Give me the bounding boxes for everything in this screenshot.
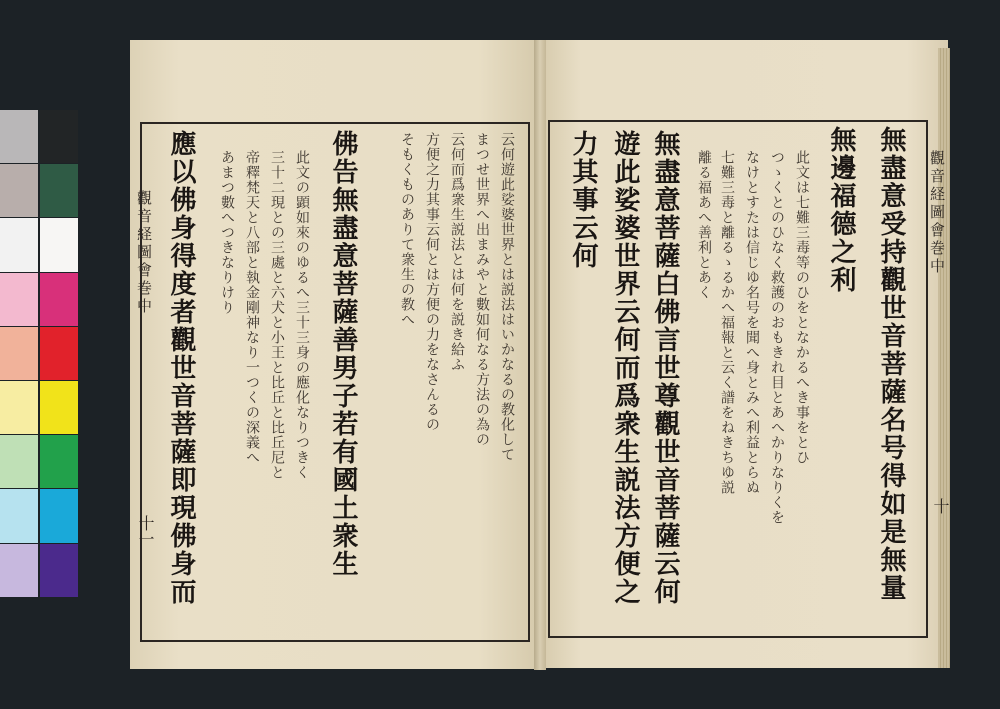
left-commentary-col-7: 三十二現との三處と六犬と小王と比丘と比丘尼と <box>269 150 285 480</box>
left-commentary-col-2: まつせ世界へ出まみやと數如何なる方法の為の <box>474 132 490 447</box>
color-patch <box>40 110 78 163</box>
color-calibration-strip <box>0 110 78 598</box>
color-patch <box>40 218 78 271</box>
color-patch <box>0 110 38 163</box>
right-main-col-2: 無邊福德之利 <box>826 126 856 294</box>
left-commentary-col-1: 云何遊此娑婆世界とは説法はいかなるの教化して <box>499 132 515 462</box>
color-patch <box>0 218 38 271</box>
color-patch <box>40 273 78 326</box>
color-patch <box>0 435 38 488</box>
right-commentary-col-3: なけとすたは信じゆ名号を聞へ身とみへ利益とらぬ <box>744 150 760 495</box>
right-text-frame <box>548 120 928 638</box>
right-commentary-col-1: 此文は七難三毒等のひをとなかるへき事をとひ <box>794 150 810 465</box>
color-patch <box>40 381 78 434</box>
right-commentary-col-2: つゝくとのひなく救護のおもきれ目とあへかりなりくを <box>769 150 785 525</box>
left-page-number: 十一 <box>136 515 155 547</box>
color-patch <box>0 327 38 380</box>
color-patch <box>40 164 78 217</box>
left-commentary-col-4: 方便之力其事云何とは方便の力をなさんるの <box>424 132 440 432</box>
left-commentary-col-9: あまつ數へつきなりけり <box>219 150 235 315</box>
color-patch <box>40 544 78 597</box>
right-main-col-1: 無盡意受持觀世音菩薩名号得如是無量 <box>876 126 906 602</box>
right-commentary-col-4: 七難三毒と離るゝるかへ福報と云く譜をねきちゆ説 <box>719 150 735 495</box>
color-patch <box>0 544 38 597</box>
color-patch <box>40 327 78 380</box>
left-commentary-col-6: 此文の顕如來のゆるへ三十三身の應化なりつきく <box>294 150 310 480</box>
left-main-col-2: 應以佛身得度者觀世音菩薩即現佛身而 <box>166 130 196 606</box>
right-main-col-4: 遊此娑婆世界云何而爲衆生説法方便之 <box>610 130 640 606</box>
color-patch <box>40 489 78 542</box>
page-edges <box>938 48 950 668</box>
left-commentary-col-3: 云何而爲衆生説法とは何を説き給ふ <box>449 132 465 372</box>
color-patch <box>0 273 38 326</box>
right-running-title: 觀音経圖會巻中 <box>928 150 946 276</box>
right-main-col-5: 力其事云何 <box>568 130 598 270</box>
color-patch <box>0 381 38 434</box>
color-patch <box>0 489 38 542</box>
right-commentary-col-5: 離る福あへ善利とあく <box>696 150 712 300</box>
left-main-col-1: 佛告無盡意菩薩善男子若有國土衆生 <box>328 130 358 578</box>
left-commentary-col-5: そもくものありて衆生の教へ <box>399 132 415 327</box>
left-commentary-col-8: 帝釋梵天と八部と執金剛神なり一つくの深義へ <box>244 150 260 465</box>
color-patch <box>40 435 78 488</box>
right-page-number: 十 <box>931 498 950 514</box>
color-patch <box>0 164 38 217</box>
right-main-col-3: 無盡意菩薩白佛言世尊觀世音菩薩云何 <box>650 130 680 606</box>
left-running-title: 觀音経圖會巻中 <box>135 190 153 316</box>
book-gutter <box>534 40 546 670</box>
